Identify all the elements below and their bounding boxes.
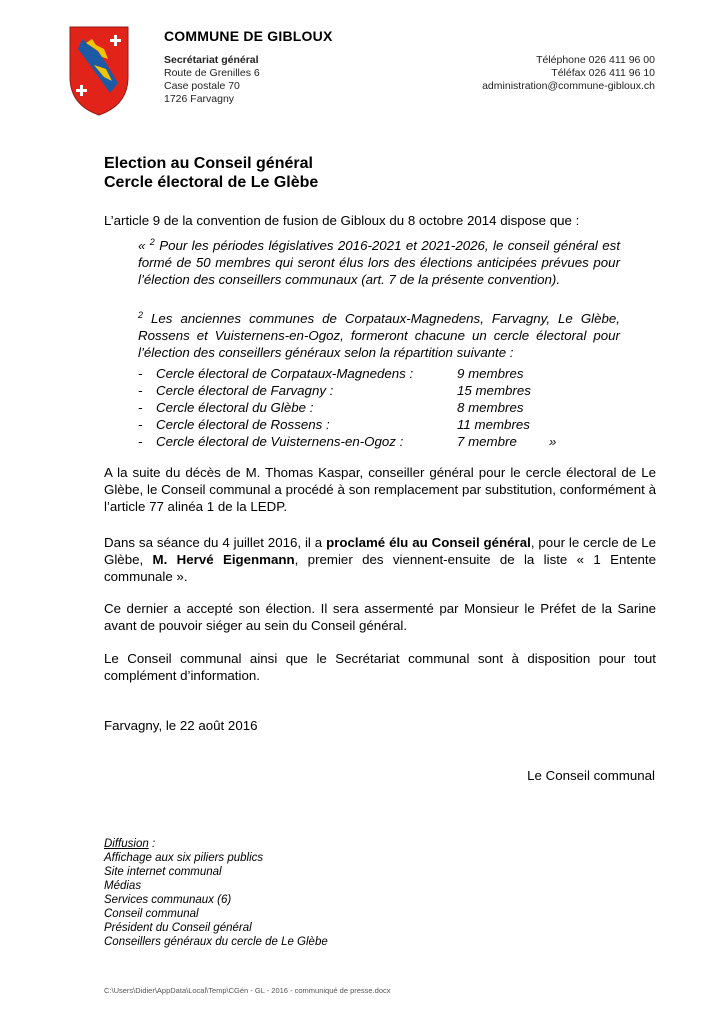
signature: Le Conseil communal: [527, 768, 655, 783]
quote-open-mark: «: [138, 238, 150, 253]
diffusion-item: Services communaux (6): [104, 894, 232, 906]
body-paragraph: A la suite du décès de M. Thomas Kaspar, conseiller général pour le cercle électoral de Le Glèbe, le Conseil communal a procédé à son remplacement par substitution, conformément à l’article 77 alinéa 1 de la LEDP.: [104, 465, 656, 514]
bold-text-run: proclamé élu au Conseil général: [326, 535, 531, 550]
quote-text-2: Les anciennes communes de Corpataux-Magnedens, Farvagny, Le Glèbe, Rossens et Vuisternens-en-Ogoz, formeront chacune un cercle électoral pour l’élection des conseillers généraux selon la répartition suivante :: [138, 311, 620, 360]
intro-paragraph: L’article 9 de la convention de fusion de Gibloux du 8 octobre 2014 dispose que :: [104, 213, 580, 228]
list-dash: -: [138, 417, 143, 432]
list-item: [138, 434, 608, 451]
diffusion-item: Conseillers généraux du cercle de Le Glèbe: [104, 936, 328, 948]
email-address: administration@commune-gibloux.ch: [482, 80, 655, 92]
diffusion-item: Affichage aux six piliers publics: [104, 852, 264, 864]
commune-title: COMMUNE DE GIBLOUX: [164, 28, 333, 44]
list-value: 11 membres: [457, 417, 530, 432]
address-line: 1726 Farvagny: [164, 93, 235, 105]
alinea-number: 2: [138, 310, 144, 320]
list-value: 8 membres: [457, 400, 524, 415]
text-run: , pour le cercle de Le Glèbe,: [104, 535, 657, 567]
list-label: Cercle électoral de Rossens :: [156, 417, 330, 432]
list-label: Cercle électoral de Vuisternens-en-Ogoz :: [156, 434, 404, 449]
diffusion-item: Médias: [104, 880, 142, 892]
text-run: Dans sa séance du 4 juillet 2016, il a: [104, 535, 327, 550]
body-paragraph: [104, 535, 656, 585]
footer-file-path: C:\Users\Didier\AppData\Local\Temp\CGén - GL - 2016 - communiqué de presse.docx: [104, 986, 391, 995]
commune-crest-icon: [68, 25, 130, 117]
quote-paragraph-2: [138, 311, 620, 361]
list-label: Cercle électoral du Glèbe :: [156, 400, 314, 415]
address-line: Route de Grenilles 6: [164, 67, 260, 79]
list-dash: -: [138, 383, 143, 398]
list-label: Cercle électoral de Farvagny :: [156, 383, 334, 398]
diffusion-heading: [104, 837, 155, 851]
quote-paragraph-1: [138, 238, 620, 288]
elected-member-name: M. Hervé Eigenmann: [152, 551, 295, 567]
title-line-2: Cercle électoral de Le Glèbe: [104, 174, 319, 191]
title-line-1: Election au Conseil général: [104, 155, 313, 172]
list-label: Cercle électoral de Corpataux-Magnedens :: [156, 366, 414, 381]
list-item: [138, 417, 608, 434]
quote-text-1: Pour les périodes législatives 2016-2021 et 2021-2026, le conseil général est formé de 50 membres qui seront élus lors des élections anticipées prévues pour l’élection des conseillers communaux (art. 7 de la présente convention).: [138, 238, 621, 287]
list-value: 15 membres: [457, 383, 531, 398]
list-dash: -: [138, 400, 143, 415]
diffusion-item: Site internet communal: [104, 866, 222, 878]
address-line: Secrétariat général: [164, 54, 259, 66]
diffusion-label: Diffusion: [104, 838, 149, 850]
diffusion-colon: :: [148, 838, 156, 850]
diffusion-item: Président du Conseil général: [104, 922, 252, 934]
place-date: Farvagny, le 22 août 2016: [104, 718, 258, 733]
body-paragraph: Ce dernier a accepté son élection. Il sera assermenté par Monsieur le Préfet de la Sarine avant de pouvoir siéger au sein du Conseil général.: [104, 601, 656, 633]
fax-number: Téléfax 026 411 96 10: [551, 67, 655, 79]
list-item: [138, 366, 608, 383]
quote-close-mark: »: [549, 434, 557, 449]
text-run: , premier des viennent-ensuite de la liste « 1 Entente communale ».: [104, 551, 656, 584]
list-dash: -: [138, 366, 143, 381]
list-value: 9 membres: [457, 366, 524, 381]
list-item: [138, 383, 608, 400]
body-paragraph: Le Conseil communal ainsi que le Secrétariat communal sont à disposition pour tout complément d’information.: [104, 651, 656, 683]
list-dash: -: [138, 434, 143, 449]
list-value: 7 membre: [457, 434, 517, 449]
document-title: [104, 154, 318, 192]
phone-number: Téléphone 026 411 96 00: [536, 54, 655, 66]
address-line: Case postale 70: [164, 80, 240, 92]
list-item: [138, 400, 608, 417]
alinea-number: 2: [149, 237, 155, 247]
diffusion-item: Conseil communal: [104, 908, 199, 920]
